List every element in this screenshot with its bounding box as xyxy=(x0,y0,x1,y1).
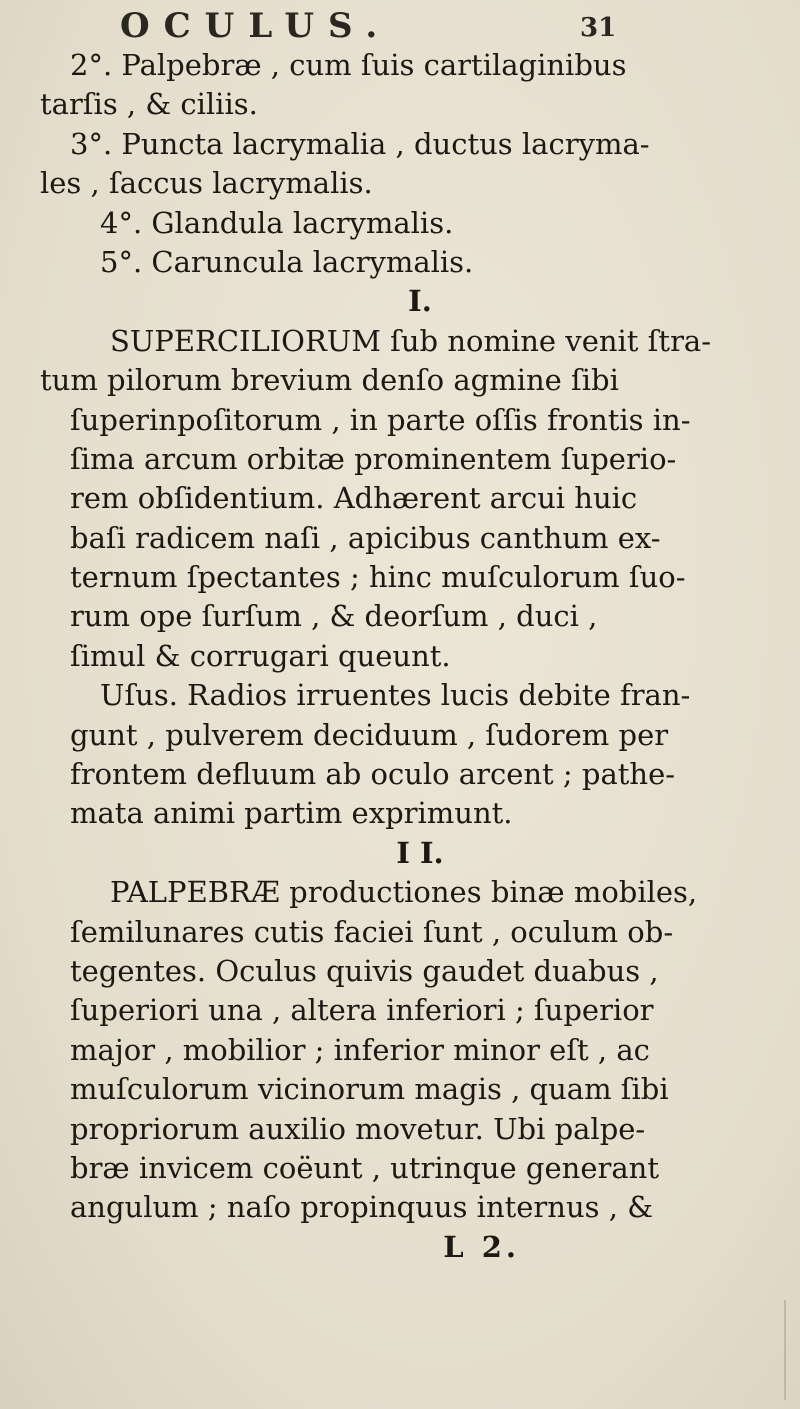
text-line: 2°. Palpebræ , cum ſuis cartilaginibus xyxy=(70,48,627,82)
text-line: muſculorum vicinorum magis , quam ſibi xyxy=(70,1072,669,1107)
text-line: 3°. Puncta lacrymalia , ductus lacryma- xyxy=(70,126,650,161)
text-line: bræ invicem coëunt , utrinque generant xyxy=(70,1150,659,1185)
text-line: frontem defluum ab oculo arcent ; pathe- xyxy=(70,757,676,792)
text-line: ſemilunares cutis faciei ſunt , oculum ob- xyxy=(70,914,674,949)
page-number: 31 xyxy=(580,13,617,43)
section-heading: I I. xyxy=(396,835,444,870)
text-line: PALPEBRÆ productiones binæ mobiles, xyxy=(110,875,698,910)
text-line: 5°. Caruncula lacrymalis. xyxy=(100,244,474,279)
page-header xyxy=(0,6,800,46)
text-line: ternum ſpectantes ; hinc muſculorum ſuo- xyxy=(70,560,686,595)
text-line: 4°. Glandula lacrymalis. xyxy=(100,205,454,240)
text-line: les , ſaccus lacrymalis. xyxy=(40,166,373,201)
text-line: major , mobilior ; inferior minor eſt , ac xyxy=(70,1032,650,1067)
text-line: angulum ; naſo propinquus internus , & xyxy=(70,1190,654,1225)
text-line: rum ope ſurſum , & deorſum , duci , xyxy=(70,599,598,634)
running-head: OCULUS. xyxy=(120,6,392,46)
text-line: Uſus. Radios irruentes lucis debite fran- xyxy=(100,678,691,713)
section-heading: I. xyxy=(408,284,432,319)
page-edge-mark xyxy=(784,1300,786,1400)
text-line: ſuperiori una , altera inferiori ; ſuperior xyxy=(70,993,654,1028)
text-line: ſima arcum orbitæ prominentem ſuperio- xyxy=(70,441,677,476)
text-line: baſi radicem naſi , apicibus canthum ex- xyxy=(70,520,661,555)
text-line: tum pilorum brevium denſo agmine ſibi xyxy=(40,363,619,398)
text-line: mata animi partim exprimunt. xyxy=(70,796,513,831)
text-line: ſuperinpoſitorum , in parte oſſis frontis in- xyxy=(70,402,691,437)
text-line: tegentes. Oculus quivis gaudet duabus , xyxy=(70,953,659,988)
text-line: SUPERCILIORUM ſub nomine venit ſtra- xyxy=(110,323,712,358)
text-line: propriorum auxilio movetur. Ubi palpe- xyxy=(70,1111,646,1146)
text-line: rem obſidentium. Adhærent arcui huic xyxy=(70,481,638,516)
text-line: ſimul & corrugari queunt. xyxy=(70,638,451,673)
text-line: tarſis , & ciliis. xyxy=(40,87,258,122)
signature-mark: L 2. xyxy=(443,1229,520,1264)
text-line: gunt , pulverem deciduum , ſudorem per xyxy=(70,717,669,752)
body-text xyxy=(40,46,760,1267)
